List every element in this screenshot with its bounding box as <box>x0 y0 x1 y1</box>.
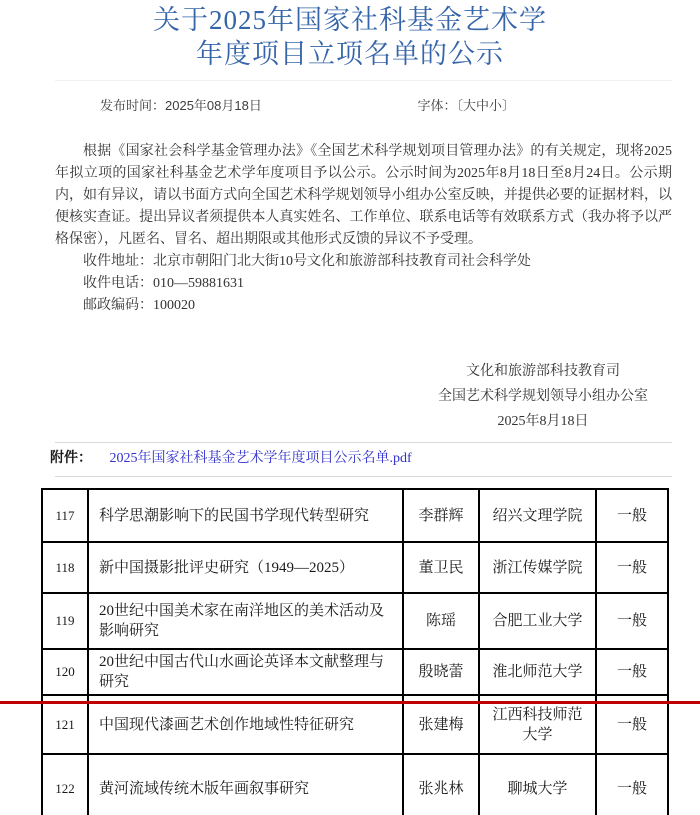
cell-title: 黄河流域传统木版年画叙事研究 <box>88 754 403 815</box>
cell-leader: 殷晓蕾 <box>403 649 479 695</box>
meta-row <box>0 97 700 115</box>
font-size-options[interactable]: 〔大中小〕 <box>456 98 515 113</box>
font-size-widget[interactable] <box>417 97 515 115</box>
cell-leader: 李群辉 <box>403 489 479 542</box>
cell-no: 119 <box>42 593 88 649</box>
table-row <box>42 593 668 649</box>
cell-leader: 张建梅 <box>403 695 479 754</box>
table-row <box>42 542 668 593</box>
page-title <box>0 0 700 71</box>
cell-category: 一般 <box>596 542 668 593</box>
cell-institution: 江西科技师范大学 <box>479 695 596 754</box>
page-title-line1: 关于2025年国家社科基金艺术学 <box>153 5 547 35</box>
attachment-row <box>50 443 672 476</box>
publish-time: 发布时间：2025年08月18日 <box>100 98 262 113</box>
cell-no: 121 <box>42 695 88 754</box>
announcement-body <box>55 141 672 434</box>
cell-no: 122 <box>42 754 88 815</box>
cell-title: 科学思潮影响下的民国书学现代转型研究 <box>88 489 403 542</box>
table-row <box>42 489 668 542</box>
attachment-pdf-link[interactable]: 2025年国家社科基金艺术学年度项目公示名单.pdf <box>109 451 412 466</box>
header-divider <box>55 80 672 81</box>
cell-institution: 合肥工业大学 <box>479 593 596 649</box>
cell-category: 一般 <box>596 695 668 754</box>
cell-category: 一般 <box>596 489 668 542</box>
signature-date: 2025年8月18日 <box>497 414 589 429</box>
signature-office: 全国艺术科学规划领导小组办公室 <box>438 389 648 404</box>
table-row <box>42 649 668 695</box>
cell-no: 118 <box>42 542 88 593</box>
red-underline-annotation <box>0 701 700 704</box>
cell-category: 一般 <box>596 593 668 649</box>
announcement-paragraph: 根据《国家社会科学基金管理办法》《全国艺术科学规划项目管理办法》的有关规定，现将2025年拟立项的国家社科基金艺术学年度项目予以公示。公示时间为2025年8月18日至8月24日。公示期内，如有异议，请以书面方式向全国艺术科学规划领导小组办公室反映，并提供必要的证据材料，以便核实查证。提出异议者须提供本人真实姓名、工作单位、联系电话等有效联系方式（我办将予以严格保密），凡匿名、冒名、超出期限或其他形式反馈的异议不予受理。 <box>55 144 672 247</box>
cell-title: 新中国摄影批评史研究（1949—2025） <box>88 542 403 593</box>
cell-institution: 淮北师范大学 <box>479 649 596 695</box>
cell-institution: 浙江传媒学院 <box>479 542 596 593</box>
attachment-label: 附件： <box>50 451 92 466</box>
cell-no: 120 <box>42 649 88 695</box>
project-table <box>41 488 669 815</box>
cell-title: 20世纪中国古代山水画论英译本文献整理与研究 <box>88 649 403 695</box>
cell-leader: 张兆林 <box>403 754 479 815</box>
cell-institution: 聊城大学 <box>479 754 596 815</box>
table-row <box>42 754 668 815</box>
postal-code-line: 邮政编码：100020 <box>83 298 195 313</box>
signature-department: 文化和旅游部科技教育司 <box>466 364 620 379</box>
cell-category: 一般 <box>596 649 668 695</box>
mailing-address-line: 收件地址：北京市朝阳门北大街10号文化和旅游部科技教育司社会科学处 <box>83 254 531 269</box>
cell-leader: 陈瑶 <box>403 593 479 649</box>
page-title-line2: 年度项目立项名单的公示 <box>196 39 504 69</box>
project-table-body <box>42 489 668 815</box>
cell-title: 20世纪中国美术家在南洋地区的美术活动及影响研究 <box>88 593 403 649</box>
signature-block <box>438 359 648 434</box>
cell-institution: 绍兴文理学院 <box>479 489 596 542</box>
cell-category: 一般 <box>596 754 668 815</box>
cell-no: 117 <box>42 489 88 542</box>
attachment-divider-bottom <box>55 476 672 477</box>
contact-phone-line: 收件电话：010—59881631 <box>83 276 244 291</box>
cell-title: 中国现代漆画艺术创作地域性特征研究 <box>88 695 403 754</box>
cell-leader: 董卫民 <box>403 542 479 593</box>
font-size-label: 字体： <box>417 98 457 113</box>
